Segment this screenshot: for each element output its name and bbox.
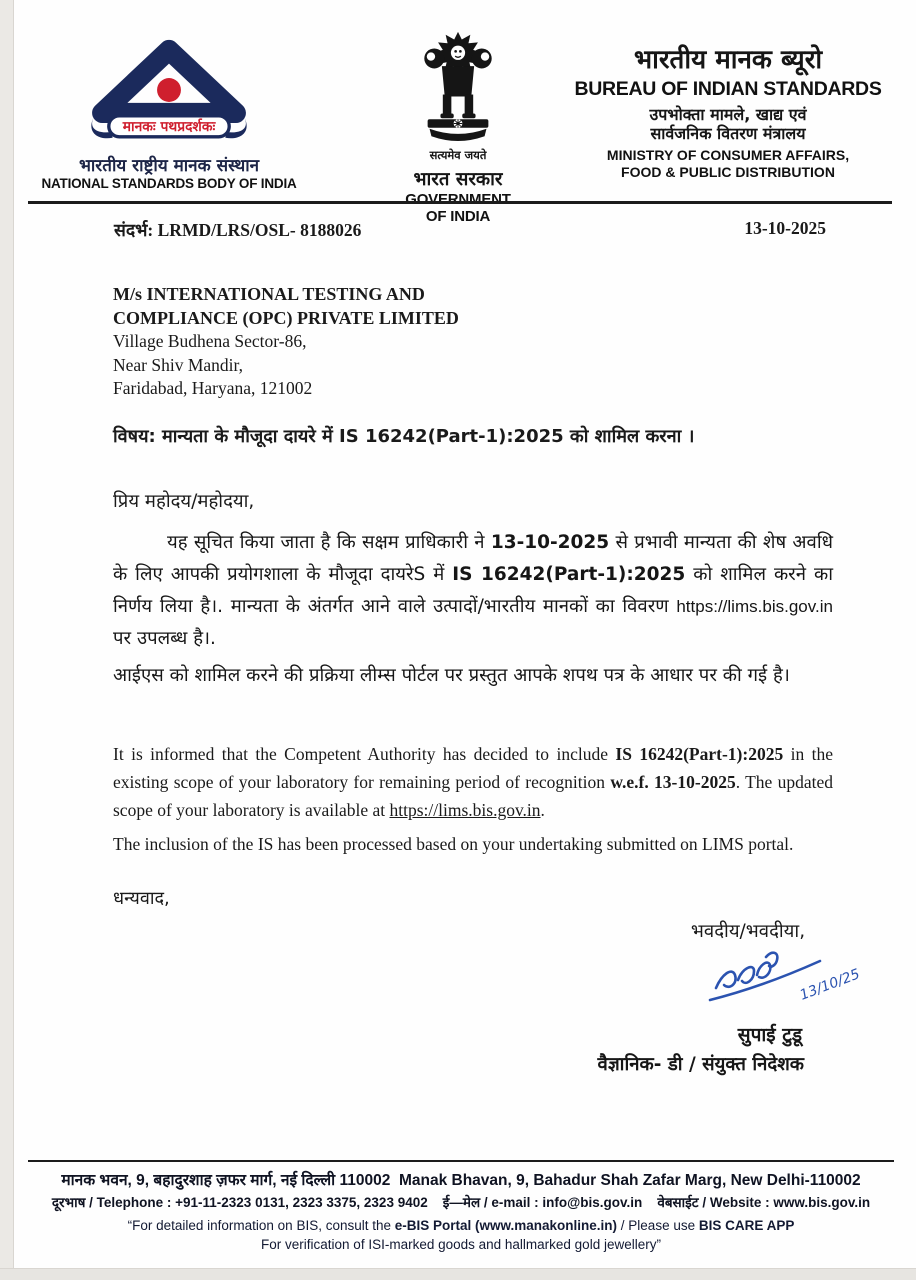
subject-line: विषय: मान्यता के मौजूदा दायरे में IS 16242(Part-1):2025 को शामिल करना । — [113, 426, 695, 447]
body-paragraph-hindi-2: आईएस को शामिल करने की प्रक्रिया लीम्स पोर्टल पर प्रस्तुत आपके शपथ पत्र के आधार पर की गई है। — [113, 665, 790, 686]
scan-left-edge — [0, 0, 14, 1280]
addressee-street: Village Budhena Sector-86, — [113, 331, 307, 351]
national-emblem-block — [396, 30, 520, 225]
addressee-name-line2: COMPLIANCE (OPC) PRIVATE LIMITED — [113, 307, 459, 328]
bis-org-name-english: NATIONAL STANDARDS BODY OF INDIA — [41, 176, 297, 191]
scan-bottom-edge — [0, 1268, 916, 1280]
salutation: प्रिय महोदय/महोदया, — [113, 491, 255, 512]
emblem-motto: सत्यमेव जयते — [429, 148, 487, 162]
header-divider-rule — [28, 201, 892, 204]
ministry-name-english — [560, 147, 896, 181]
signature-date-text: 13/10/25 — [797, 966, 863, 1004]
footer-divider-rule — [28, 1160, 894, 1162]
svg-text:मानकः पथप्रदर्शकः: मानकः पथप्रदर्शकः — [122, 119, 216, 136]
government-of-india-hindi: भारत सरकार — [413, 169, 503, 190]
bureau-name-hindi: भारतीय मानक ब्यूरो — [633, 45, 823, 75]
ministry-english-line2: FOOD & PUBLIC DISTRIBUTION — [621, 164, 835, 180]
thanks-line: धन्यवाद, — [113, 888, 170, 909]
addressee-name-line1: M/s INTERNATIONAL TESTING AND — [113, 284, 425, 304]
reference-row — [114, 218, 826, 242]
footer-address: मानक भवन, 9, बहादुरशाह ज़फर मार्ग, नई दिल्ली 110002 Manak Bhavan, 9, Bahadur Shah Zafar Marg, New Delhi-110002 — [61, 1172, 861, 1189]
footer-note-line1: “For detailed information on BIS, consult the e-BIS Portal (www.manakonline.in) / Please use BIS CARE APP — [127, 1218, 795, 1233]
closing-line: भवदीय/भवदीया, — [690, 921, 806, 942]
signatory-name: सुपाई टुडू — [737, 1024, 802, 1046]
bureau-name-english: BUREAU OF INDIAN STANDARDS — [574, 78, 882, 100]
reference-number: संदर्भ: LRMD/LRS/OSL- 8188026 — [114, 220, 362, 240]
body-paragraph-english-1: It is informed that the Competent Authority has decided to include IS 16242(Part-1):2025 in the existing scope of your laboratory for remaining period of recognition w.e.f. 13-10-2025. The updated scope of your laboratory is available at https://lims.bis.gov.in. — [113, 744, 834, 820]
bis-org-name-hindi: भारतीय राष्ट्रीय मानक संस्थान — [78, 156, 260, 176]
government-of-india-english: GOVERNMENT OF INDIA — [405, 191, 511, 225]
ministry-english-line1: MINISTRY OF CONSUMER AFFAIRS, — [606, 147, 850, 163]
footer-block — [28, 1170, 894, 1254]
bis-logo-icon — [83, 119, 255, 150]
handwritten-signature — [702, 944, 874, 1031]
bureau-header-block — [560, 40, 896, 181]
addressee-city: Faridabad, Haryana, 121002 — [113, 378, 313, 398]
body-paragraph-english-2: The inclusion of the IS has been processed based on your undertaking submitted on LIMS portal. — [113, 834, 794, 854]
bis-logo-block — [38, 34, 300, 191]
ashoka-emblem-icon — [405, 129, 511, 146]
addressee-block — [113, 283, 459, 401]
footer-note-line2: For verification of ISI-marked goods and hallmarked gold jewellery” — [261, 1237, 661, 1252]
body-paragraph-hindi-1: यह सूचित किया जाता है कि सक्षम प्राधिकारी ने 13-10-2025 से प्रभावी मान्यता की शेष अवधि के लिए आपकी प्रयोगशाला के मौजूदा दायरेS में IS 16242(Part-1):2025 को शामिल करने का निर्णय लिया है।. मान्यता के अंतर्गत आने वाले उत्पादों/भारतीय मानकों का विवरण https://lims.bis.gov.in पर उपलब्ध है।. — [113, 532, 834, 649]
ministry-hindi-line2: सार्वजनिक वितरण मंत्रालय — [650, 124, 806, 143]
signatory-block — [598, 1020, 804, 1080]
footer-contacts: दूरभाष / Telephone : +91-11-2323 0131, 2323 3375, 2323 9402 ई—मेल / e-mail : info@bis.gov.in वेबसाईट / Website : www.bis.gov.in — [51, 1195, 871, 1210]
letter-date: 13-10-2025 — [744, 218, 826, 238]
addressee-landmark: Near Shiv Mandir, — [113, 354, 244, 375]
ministry-name-hindi — [560, 105, 896, 143]
ministry-hindi-line1: उपभोक्ता मामले, खाद्य एवं — [649, 105, 807, 124]
signatory-designation: वैज्ञानिक- डी / संयुक्त निदेशक — [597, 1054, 804, 1075]
